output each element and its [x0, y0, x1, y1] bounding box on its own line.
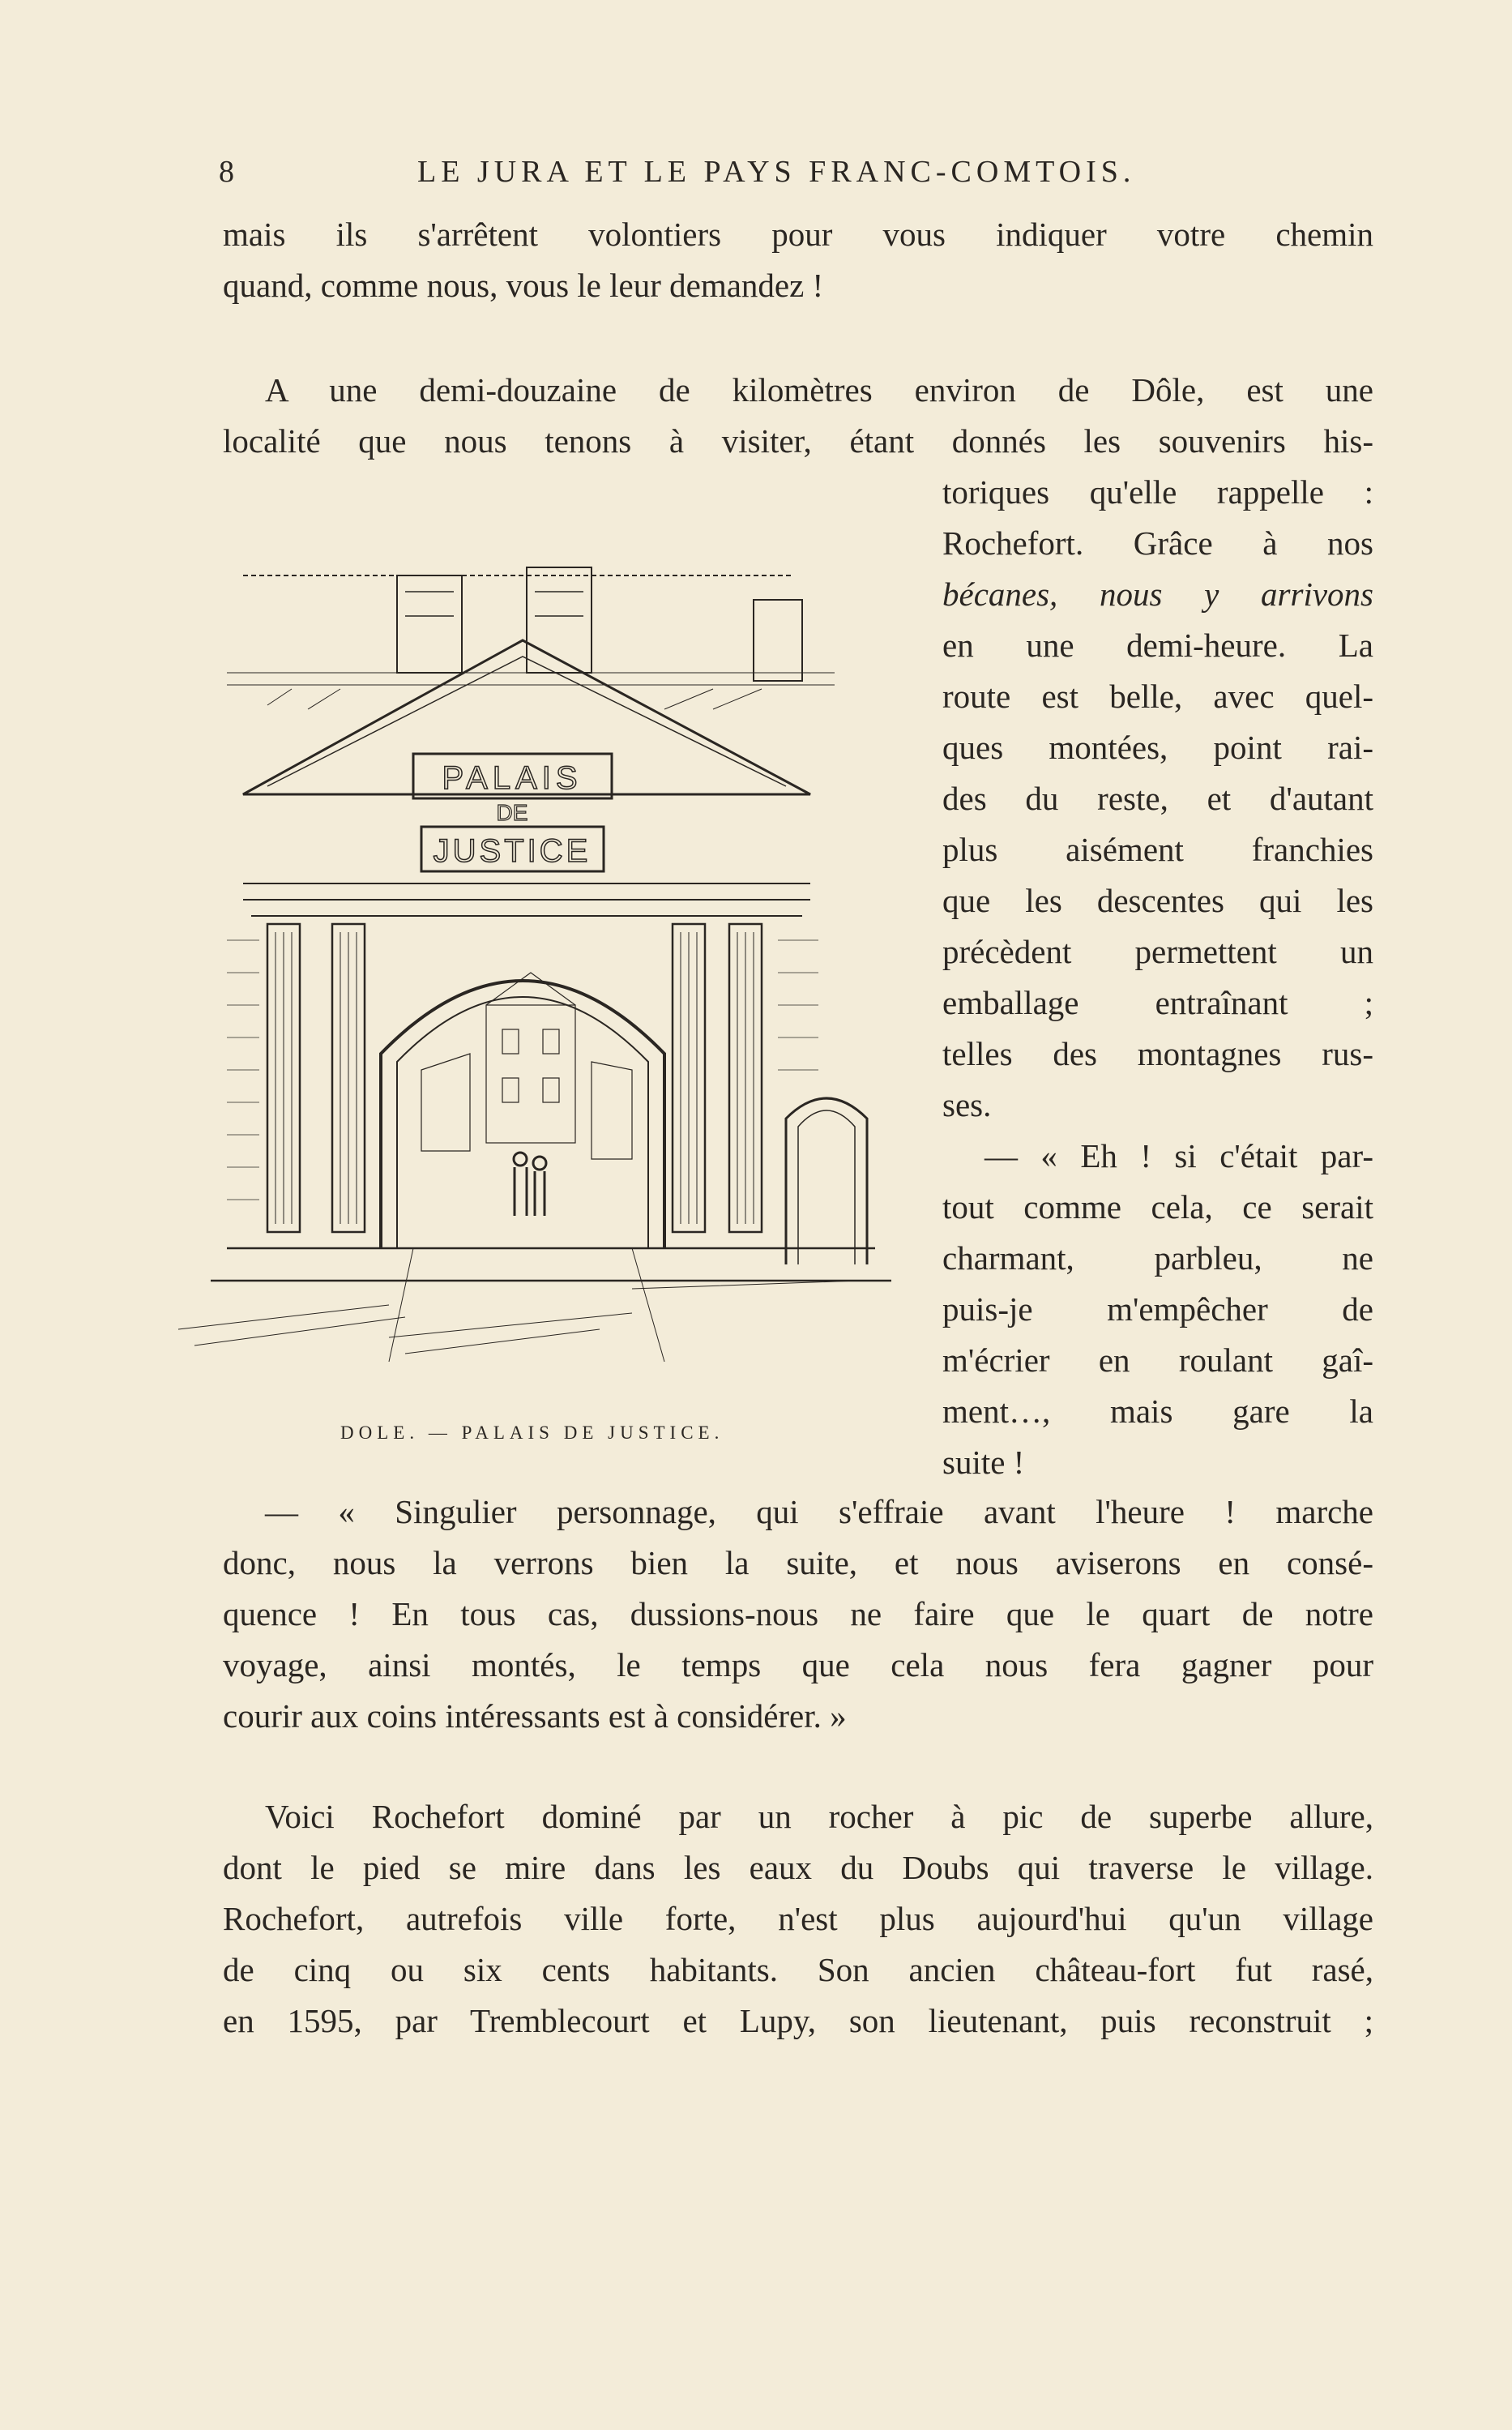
text-line: suite !	[942, 1444, 1025, 1481]
text-line: puis-je m'empêcher de	[942, 1290, 1373, 1328]
window	[397, 575, 462, 673]
text-line: des du reste, et d'autant	[942, 780, 1373, 817]
text-line: — « Singulier personnage, qui s'effraie avant l'heure ! marche	[265, 1493, 1373, 1530]
text-line: voyage, ainsi montés, le temps que cela nous fera gagner pour	[223, 1646, 1373, 1683]
window	[527, 567, 592, 673]
paragraph-5	[223, 1791, 1373, 2047]
paragraph-1	[223, 209, 1373, 311]
text-line: en une demi-heure. La	[942, 627, 1373, 664]
page-header	[0, 154, 1512, 203]
figures	[514, 1153, 546, 1216]
text-line: précèdent permettent un	[942, 933, 1373, 970]
paragraph-2-column	[942, 467, 1373, 1131]
text-line: que les descentes qui les	[942, 882, 1373, 919]
running-head: LE JURA ET LE PAYS FRANC-COMTOIS.	[417, 155, 1136, 189]
text-line: telles des montagnes rus-	[942, 1035, 1373, 1072]
text-line: Voici Rochefort dominé par un rocher à pic de superbe allure,	[265, 1798, 1373, 1835]
window	[754, 600, 802, 681]
text-line: quence ! En tous cas, dussions-nous ne faire que le quart de notre	[223, 1595, 1373, 1632]
text-line: Rochefort, autrefois ville forte, n'est plus aujourd'hui qu'un village	[223, 1900, 1373, 1937]
paragraph-2	[223, 365, 1373, 467]
text-line: mais ils s'arrêtent volontiers pour vous indiquer votre chemin	[223, 216, 1373, 253]
text-line: toriques qu'elle rappelle :	[942, 473, 1373, 511]
text-line: dont le pied se mire dans les eaux du Doubs qui traverse le village.	[223, 1849, 1373, 1886]
text-line: bécanes, nous y arrivons	[942, 575, 1373, 613]
sign-line-2: DE	[496, 800, 528, 825]
sign-line-1: PALAIS	[442, 760, 583, 796]
text-line: quand, comme nous, vous le leur demandez !	[223, 267, 824, 304]
text-line: ment…, mais gare la	[942, 1393, 1373, 1430]
text-line: route est belle, avec quel-	[942, 678, 1373, 715]
text-line: m'écrier en roulant gaî-	[942, 1341, 1373, 1379]
illustration-caption: DOLE. — PALAIS DE JUSTICE.	[340, 1422, 724, 1443]
sign-line-3: JUSTICE	[433, 833, 592, 869]
text-line: charmant, parbleu, ne	[942, 1239, 1373, 1277]
text-line: Rochefort. Grâce à nos	[942, 524, 1373, 562]
text-line: ses.	[942, 1086, 992, 1123]
text-line: emballage entraînant ;	[942, 984, 1373, 1021]
text-line: — « Eh ! si c'était par-	[985, 1137, 1373, 1174]
paragraph-4	[223, 1487, 1373, 1742]
palais-de-justice-illustration	[146, 535, 891, 1402]
background-building	[486, 1005, 575, 1143]
page-number: 8	[219, 155, 236, 189]
text-line: tout comme cela, ce serait	[942, 1188, 1373, 1226]
text-line: ques montées, point rai-	[942, 729, 1373, 766]
text-line: plus aisément franchies	[942, 831, 1373, 868]
text-line: donc, nous la verrons bien la suite, et nous aviserons en consé-	[223, 1544, 1373, 1581]
text-line: de cinq ou six cents habitants. Son ancien château-fort fut rasé,	[223, 1951, 1373, 1988]
paragraph-3-column	[942, 1131, 1373, 1488]
text-line: A une demi-douzaine de kilomètres environ de Dôle, est une	[265, 371, 1373, 409]
text-line: courir aux coins intéressants est à considérer. »	[223, 1697, 847, 1735]
text-line: localité que nous tenons à visiter, étant donnés les souvenirs his-	[223, 422, 1373, 460]
text-line: en 1595, par Tremblecourt et Lupy, son lieutenant, puis reconstruit ;	[223, 2002, 1373, 2039]
